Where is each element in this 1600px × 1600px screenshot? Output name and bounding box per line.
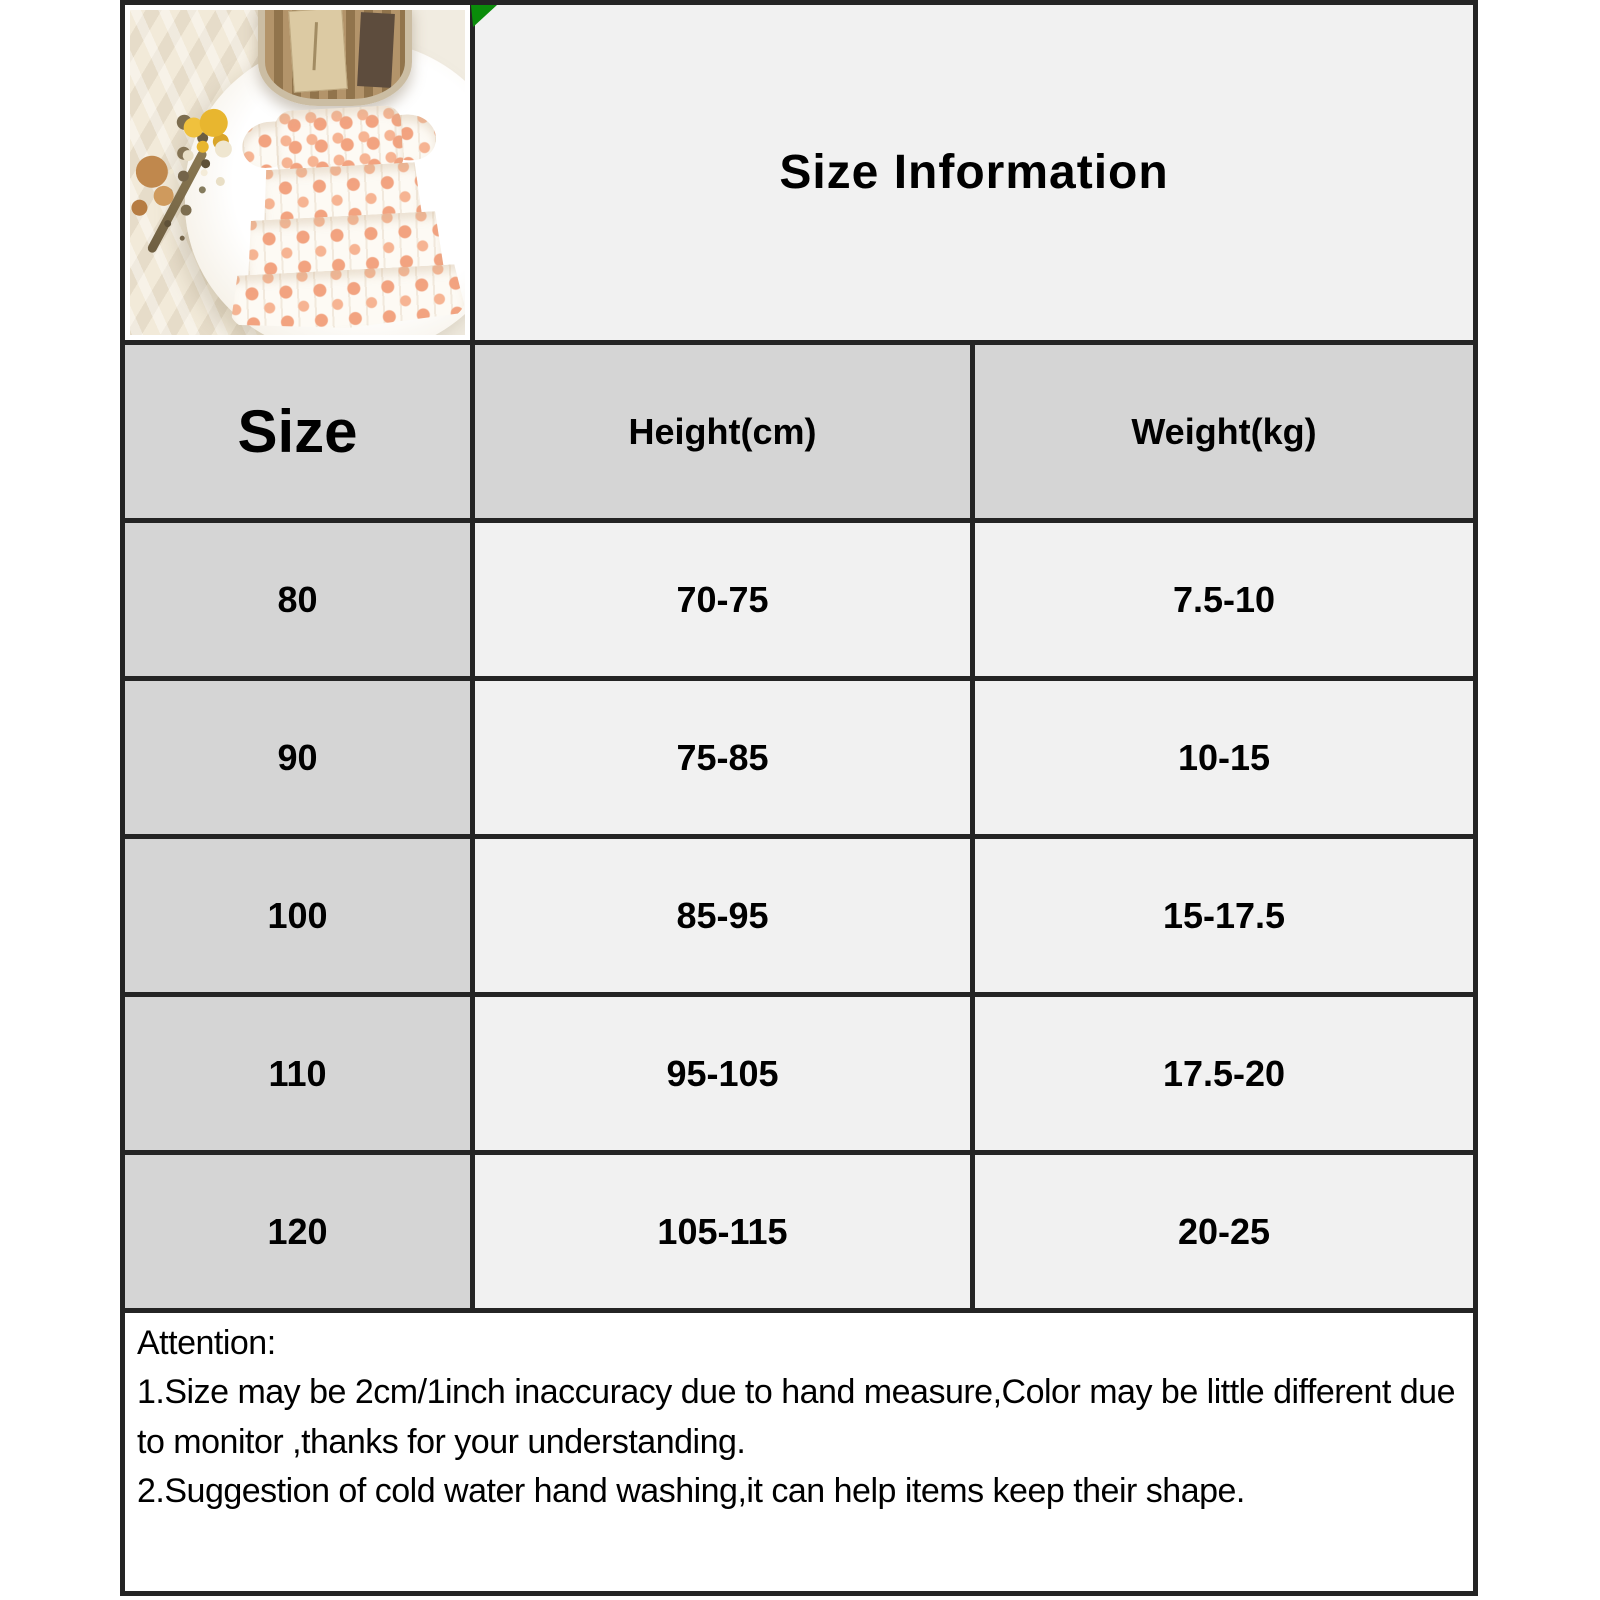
height-value: 95-105 — [475, 997, 975, 1150]
table-row — [125, 997, 1473, 1155]
table-row — [125, 523, 1473, 681]
basket-book — [357, 12, 395, 88]
height-value: 75-85 — [475, 681, 975, 834]
dress-tier-3 — [228, 264, 465, 334]
attention-title: Attention: — [137, 1324, 276, 1362]
size-value: 110 — [125, 997, 475, 1150]
attention-note-1: 1.Size may be 2cm/1inch inaccuracy due to hand measure,Color may be little different due to monitor ,thanks for your understanding. — [137, 1373, 1455, 1461]
table-row — [125, 681, 1473, 839]
attention-note-2: 2.Suggestion of cold water hand washing,it can help items keep their shape. — [137, 1471, 1245, 1510]
table-row — [125, 839, 1473, 997]
column-header-weight: Weight(kg) — [975, 345, 1473, 518]
size-table — [120, 0, 1478, 1596]
size-information-header-cell — [475, 5, 1473, 340]
weight-value: 20-25 — [975, 1155, 1473, 1308]
weight-value: 7.5-10 — [975, 523, 1473, 676]
dress-bodice — [274, 105, 403, 174]
flower-foliage — [175, 113, 194, 132]
page-title: Size Information — [779, 146, 1169, 199]
table-header-row — [125, 345, 1473, 523]
weight-value: 10-15 — [975, 681, 1473, 834]
green-corner-marker — [471, 5, 497, 27]
column-header-size: Size — [125, 345, 475, 518]
top-band — [125, 5, 1473, 345]
size-value: 90 — [125, 681, 475, 834]
size-value: 120 — [125, 1155, 475, 1308]
size-value: 100 — [125, 839, 475, 992]
height-value: 105-115 — [475, 1155, 975, 1308]
size-value: 80 — [125, 523, 475, 676]
weight-value: 15-17.5 — [975, 839, 1473, 992]
column-header-height: Height(cm) — [475, 345, 975, 518]
dried-pods — [132, 152, 172, 192]
height-value: 85-95 — [475, 839, 975, 992]
basket-illustration — [258, 10, 412, 106]
weight-value: 17.5-20 — [975, 997, 1473, 1150]
height-value: 70-75 — [475, 523, 975, 676]
product-photo — [130, 10, 465, 335]
basket-card — [288, 10, 348, 93]
attention-note — [125, 1313, 1473, 1591]
dress-illustration — [218, 96, 465, 335]
product-photo-cell — [125, 5, 475, 340]
table-row — [125, 1155, 1473, 1313]
